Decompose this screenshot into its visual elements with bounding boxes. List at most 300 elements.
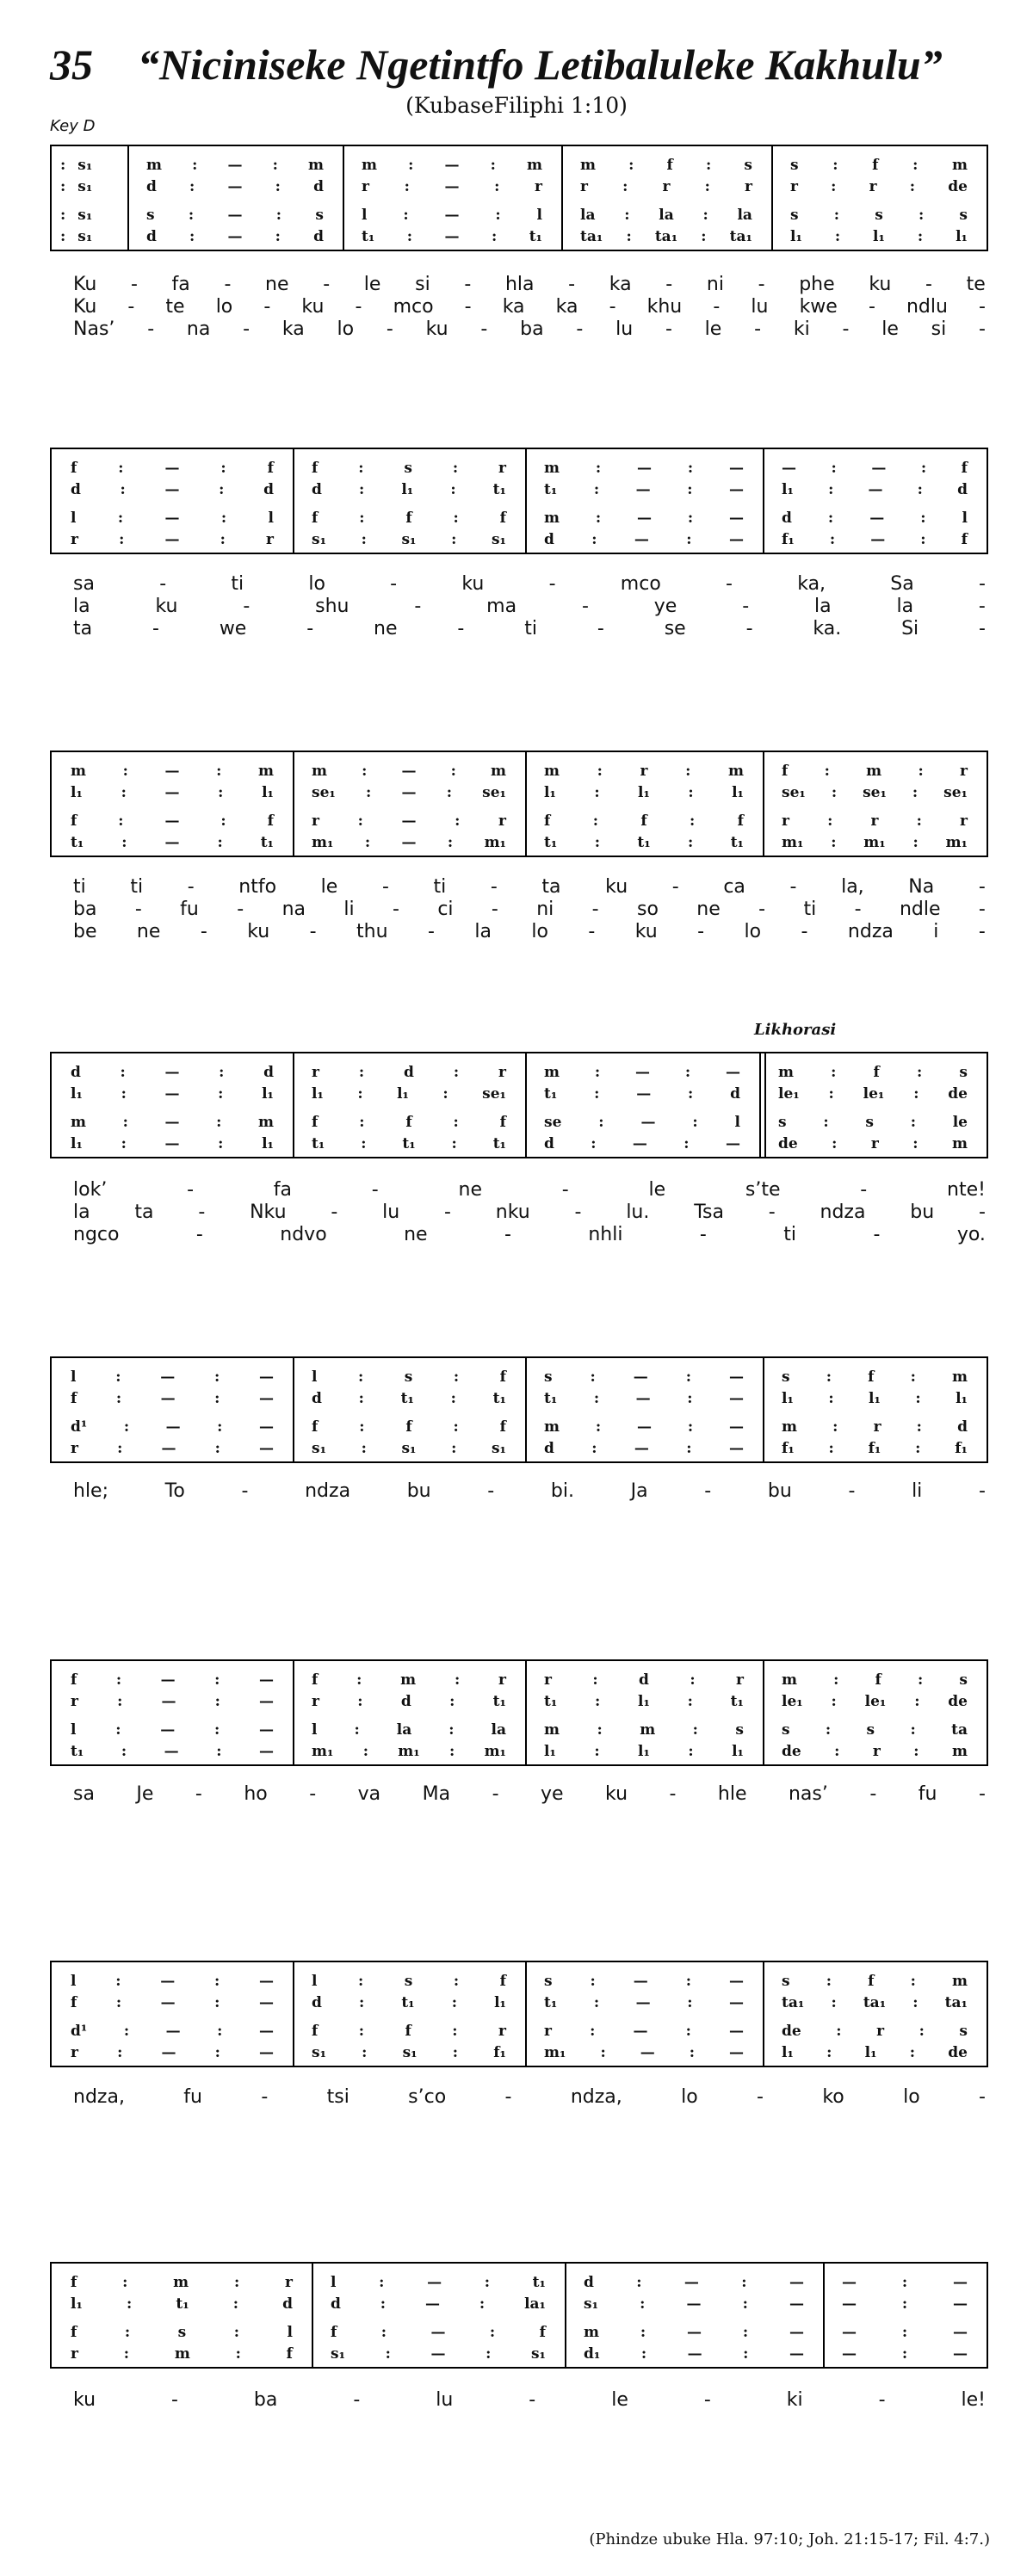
- lyric-syllable: -: [568, 274, 576, 295]
- solfa-note: f: [286, 2345, 293, 2363]
- solfa-note: f: [666, 157, 673, 174]
- solfa-note: :: [449, 1743, 455, 1760]
- solfa-part-row: [525, 834, 763, 851]
- solfa-note: :: [189, 178, 195, 195]
- solfa-note: :: [636, 2274, 642, 2291]
- lyric-syllable: sa: [73, 573, 95, 595]
- solfa-part-row: [293, 481, 525, 498]
- solfa-note: m: [544, 510, 560, 527]
- solfa-part-row: [763, 1368, 987, 1386]
- solfa-note: :: [453, 1418, 459, 1436]
- lyric-syllable: -: [868, 296, 875, 318]
- solfa-note: :: [495, 207, 501, 224]
- solfa-note: :: [356, 1671, 362, 1689]
- solfa-note: :: [901, 2324, 908, 2341]
- solfa-note: —: [227, 178, 243, 195]
- solfa-note: —: [160, 1368, 176, 1386]
- solfa-note: :: [115, 1973, 121, 1990]
- staff-system: [50, 1659, 988, 1766]
- solfa-note: —: [444, 178, 460, 195]
- lyric-syllable: To: [164, 1480, 185, 1502]
- solfa-note: —: [729, 481, 744, 498]
- solfa-note: —: [164, 481, 180, 498]
- solfa-note: :: [626, 228, 632, 245]
- solfa-note: —: [636, 1085, 652, 1103]
- solfa-note: :: [916, 1064, 923, 1081]
- bar-line: [293, 1961, 294, 2067]
- solfa-note: :: [831, 460, 837, 477]
- lyric-syllable: Nas’: [73, 318, 115, 340]
- lyric-syllable: Nku: [250, 1202, 287, 1223]
- solfa-note: s: [866, 1721, 875, 1739]
- solfa-note: —: [789, 2274, 804, 2291]
- lyric-syllable: bi.: [550, 1480, 574, 1502]
- lyric-syllable: -: [491, 899, 498, 920]
- solfa-part-row: [293, 1440, 525, 1457]
- solfa-note: se₁: [482, 784, 506, 801]
- lyric-syllable: si: [931, 318, 947, 340]
- solfa-note: :: [115, 1994, 122, 2011]
- solfa-note: r: [498, 460, 506, 477]
- measure: [763, 449, 987, 553]
- staff-system: [50, 1961, 988, 2067]
- solfa-note: —: [401, 763, 417, 780]
- lyric-syllable: -: [597, 618, 604, 639]
- solfa-note: :: [214, 1390, 220, 1407]
- solfa-note: s₁: [312, 531, 327, 548]
- lyric-syllable: bu: [767, 1480, 792, 1502]
- lyric-syllable: le: [881, 318, 899, 340]
- lyric-line: [73, 296, 986, 318]
- solfa-note: —: [258, 2044, 274, 2061]
- lyric-syllable: -: [978, 876, 986, 898]
- lyric-syllable: so: [637, 899, 659, 920]
- solfa-note: :: [640, 2345, 647, 2363]
- solfa-note: —: [444, 228, 460, 245]
- solfa-note: r: [498, 812, 506, 830]
- solfa-note: l₁: [782, 2044, 794, 2061]
- solfa-note: m: [362, 157, 377, 174]
- lyric-syllable: -: [548, 573, 556, 595]
- staff-system: [50, 1052, 988, 1158]
- solfa-note: :: [218, 784, 224, 801]
- solfa-note: —: [164, 1085, 180, 1103]
- solfa-note: —: [161, 1693, 176, 1710]
- solfa-note: se₁: [482, 1085, 506, 1103]
- lyric-syllable: te: [966, 274, 986, 295]
- solfa-note: r: [872, 1743, 881, 1760]
- solfa-note: s: [959, 2023, 968, 2040]
- solfa-note: :: [685, 2023, 691, 2040]
- solfa-part-row: [52, 834, 293, 851]
- solfa-note: s: [782, 1368, 790, 1386]
- solfa-note: :: [213, 1721, 220, 1739]
- solfa-note: :: [357, 1973, 364, 1990]
- solfa-note: de: [948, 1693, 968, 1710]
- solfa-note: :: [690, 1671, 696, 1689]
- solfa-note: :: [590, 1973, 596, 1990]
- lyric-syllable: -: [757, 2086, 764, 2108]
- lyric-syllable: ndza: [847, 921, 894, 942]
- measure: [293, 1661, 525, 1764]
- solfa-note: —: [164, 531, 180, 548]
- lyric-syllable: -: [979, 318, 986, 340]
- solfa-note: —: [729, 1418, 744, 1436]
- solfa-part-row: [293, 763, 525, 780]
- bar-line: [525, 1052, 527, 1158]
- solfa-note: —: [789, 2295, 804, 2313]
- lyric-syllable: ko: [822, 2086, 844, 2108]
- measure: [52, 752, 293, 856]
- solfa-note: —: [227, 228, 243, 245]
- lyric-syllable: na: [281, 899, 306, 920]
- solfa-note: :: [491, 228, 498, 245]
- lyric-syllable: bu: [910, 1202, 935, 1223]
- lyric-syllable: sa: [73, 1783, 95, 1805]
- lyric-syllable: ne: [696, 899, 721, 920]
- lyric-syllable: ka: [502, 296, 525, 318]
- solfa-note: l₁: [71, 2295, 83, 2313]
- lyric-syllable: lo: [337, 318, 355, 340]
- solfa-part-row: [293, 1368, 525, 1386]
- solfa-note: m: [71, 1114, 86, 1131]
- solfa-note: r: [71, 2044, 78, 2061]
- solfa-note: :: [120, 1064, 126, 1081]
- solfa-part-row: [293, 1671, 525, 1689]
- solfa-note: :: [275, 207, 282, 224]
- solfa-note: :: [917, 228, 924, 245]
- solfa-note: —: [635, 481, 651, 498]
- solfa-part-row: [525, 812, 763, 830]
- solfa-note: m: [782, 1671, 797, 1689]
- solfa-note: :: [833, 1671, 839, 1689]
- solfa-note: r: [544, 2023, 552, 2040]
- solfa-note: f: [499, 1368, 506, 1386]
- lyric-syllable: -: [979, 2086, 986, 2108]
- solfa-note: de: [948, 178, 968, 195]
- solfa-part-row: [525, 763, 763, 780]
- solfa-note: —: [635, 1994, 651, 2011]
- solfa-note: :: [913, 1743, 919, 1760]
- solfa-note: :: [598, 1114, 604, 1131]
- solfa-part-row: [293, 2023, 525, 2040]
- lyric-syllable: ngco: [73, 1224, 120, 1245]
- lyric-syllable: -: [704, 1480, 712, 1502]
- solfa-part-row: [565, 2324, 823, 2341]
- lyric-syllable: -: [152, 618, 159, 639]
- double-bar-line: [764, 1052, 766, 1158]
- solfa-note: s: [146, 207, 155, 224]
- lyric-syllable: -: [504, 1224, 511, 1245]
- lyric-syllable: we: [219, 618, 247, 639]
- solfa-note: :: [121, 1743, 127, 1760]
- solfa-note: —: [164, 763, 180, 780]
- solfa-note: :: [743, 2345, 749, 2363]
- solfa-note: m₁: [544, 2044, 566, 2061]
- solfa-note: de: [778, 1135, 798, 1152]
- solfa-note: —: [634, 531, 649, 548]
- solfa-note: t₁: [71, 1743, 84, 1760]
- solfa-note: se₁: [782, 784, 806, 801]
- solfa-part-row: [312, 2324, 565, 2341]
- solfa-note: —: [782, 460, 796, 477]
- measure: [127, 146, 343, 250]
- solfa-part-row: [52, 1085, 293, 1103]
- solfa-note: :: [909, 178, 916, 195]
- lyric-syllable: ni: [536, 899, 554, 920]
- solfa-note: d: [957, 481, 968, 498]
- solfa-note: :: [702, 207, 708, 224]
- measure: [525, 752, 763, 856]
- solfa-note: :: [115, 1721, 121, 1739]
- solfa-note: :: [628, 157, 634, 174]
- solfa-note: :: [592, 812, 598, 830]
- solfa-note: s₁: [401, 531, 417, 548]
- solfa-note: r: [71, 531, 78, 548]
- solfa-note: :: [832, 1418, 838, 1436]
- solfa-part-row: [525, 531, 763, 548]
- solfa-part-row: [293, 1721, 525, 1739]
- lyric-syllable: ba: [253, 2389, 278, 2411]
- solfa-note: :: [824, 763, 830, 780]
- lyric-syllable: lo: [744, 921, 762, 942]
- solfa-note: :: [912, 1994, 919, 2011]
- solfa-note: :: [450, 1390, 456, 1407]
- solfa-note: f: [405, 2023, 411, 2040]
- solfa-part-row: [823, 2324, 987, 2341]
- lyric-syllable: ka.: [813, 618, 842, 639]
- lyric-syllable: la,: [841, 876, 864, 898]
- lyric-syllable: -: [529, 2389, 536, 2411]
- lyric-syllable: te: [165, 296, 185, 318]
- solfa-note: :: [124, 2324, 131, 2341]
- solfa-note: s₁: [312, 1440, 327, 1457]
- solfa-part-row: [771, 228, 987, 245]
- solfa-note: —: [953, 2324, 968, 2341]
- solfa-note: :: [704, 178, 710, 195]
- solfa-note: s: [404, 1973, 413, 1990]
- solfa-note: d: [544, 531, 554, 548]
- solfa-note: :: [359, 1418, 365, 1436]
- solfa-note: :: [910, 1973, 916, 1990]
- lyric-syllable: -: [703, 2389, 711, 2411]
- solfa-note: —: [634, 1440, 649, 1457]
- lyric-syllable: lu: [382, 1202, 400, 1223]
- solfa-note: l₁: [956, 1390, 968, 1407]
- lyric-syllable: -: [925, 274, 932, 295]
- solfa-note: —: [164, 1743, 179, 1760]
- solfa-note: t₁: [400, 1390, 414, 1407]
- solfa-note: f: [71, 1671, 77, 1689]
- solfa-note: m: [544, 1721, 560, 1739]
- lyric-syllable: ndza: [305, 1480, 351, 1502]
- solfa-note: :: [687, 1994, 693, 2011]
- solfa-part-row: [823, 2295, 987, 2313]
- lyric-syllable: ti: [803, 899, 817, 920]
- lyric-syllable: ne: [404, 1224, 428, 1245]
- solfa-note: f: [539, 2324, 546, 2341]
- solfa-note: m: [544, 1418, 560, 1436]
- solfa-note: m: [312, 763, 327, 780]
- solfa-note: t₁: [532, 2274, 546, 2291]
- solfa-note: s: [544, 1368, 553, 1386]
- lyric-syllable: lok’: [73, 1179, 108, 1201]
- solfa-note: f: [312, 510, 319, 527]
- solfa-part-row: [561, 207, 771, 224]
- solfa-note: :: [833, 207, 840, 224]
- lyric-syllable: Tsa: [694, 1202, 724, 1223]
- solfa-note: —: [164, 784, 180, 801]
- solfa-note: s: [790, 207, 799, 224]
- solfa-note: r: [312, 812, 319, 830]
- measure: [52, 1358, 293, 1461]
- solfa-note: f: [961, 531, 968, 548]
- solfa-note: d: [71, 481, 81, 498]
- solfa-note: :: [901, 2295, 908, 2313]
- solfa-part-row: [52, 1368, 293, 1386]
- solfa-note: d: [312, 1390, 322, 1407]
- solfa-note: t₁: [492, 1135, 506, 1152]
- solfa-note: r: [71, 1440, 78, 1457]
- solfa-part-row: [525, 1114, 759, 1131]
- lyric-syllable: -: [464, 296, 472, 318]
- solfa-note: —: [640, 1114, 656, 1131]
- solfa-note: de: [948, 2044, 968, 2061]
- solfa-note: f: [71, 1994, 77, 2011]
- lyric-syllable: ba: [520, 318, 544, 340]
- solfa-note: :: [450, 481, 456, 498]
- lyric-syllable: ku: [461, 573, 485, 595]
- solfa-note: :: [919, 2023, 925, 2040]
- solfa-note: :: [741, 2274, 747, 2291]
- lyric-syllable: -: [609, 296, 616, 318]
- measure: [52, 449, 293, 553]
- solfa-note: :: [912, 784, 919, 801]
- bar-line: [525, 448, 527, 554]
- solfa-note: ta₁: [654, 228, 678, 245]
- solfa-note: t₁: [492, 481, 506, 498]
- lyric-syllable: le: [648, 1179, 666, 1201]
- lyric-syllable: ku: [155, 596, 178, 617]
- lyric-syllable: li: [912, 1480, 923, 1502]
- solfa-note: —: [259, 1743, 274, 1760]
- solfa-note: :: [917, 1671, 924, 1689]
- solfa-note: :: [361, 1440, 367, 1457]
- solfa-note: m₁: [312, 834, 334, 851]
- solfa-note: :: [687, 1085, 694, 1103]
- solfa-note: :: [446, 784, 452, 801]
- solfa-note: f: [71, 460, 77, 477]
- lyric-syllable: -: [742, 596, 750, 617]
- solfa-note: r: [71, 2345, 78, 2363]
- solfa-note: l: [734, 1114, 740, 1131]
- solfa-note: f: [872, 157, 879, 174]
- solfa-note: —: [953, 2274, 968, 2291]
- solfa-note: :: [597, 1721, 603, 1739]
- solfa-note: t₁: [544, 1994, 558, 2011]
- solfa-note: —: [633, 2023, 648, 2040]
- solfa-note: —: [164, 460, 180, 477]
- staff-system: [50, 1356, 988, 1463]
- solfa-note: —: [161, 2044, 176, 2061]
- lyric-syllable: ti: [130, 876, 144, 898]
- lyric-syllable: ka,: [797, 573, 826, 595]
- solfa-part-row: [525, 1440, 763, 1457]
- solfa-note: :: [447, 834, 454, 851]
- solfa-note: —: [227, 207, 243, 224]
- solfa-note: —: [430, 2345, 446, 2363]
- bar-line: [293, 1659, 294, 1766]
- lyric-syllable: -: [878, 2389, 886, 2411]
- solfa-note: —: [729, 510, 744, 527]
- solfa-note: :: [686, 1440, 692, 1457]
- solfa-note: :: [910, 1721, 916, 1739]
- lyric-syllable: -: [979, 618, 986, 639]
- lyric-syllable: mco: [393, 296, 434, 318]
- solfa-part-row: [52, 1693, 293, 1710]
- solfa-note: :: [60, 157, 66, 174]
- lyric-syllable: -: [869, 1783, 877, 1805]
- solfa-note: :: [453, 510, 459, 527]
- solfa-note: f: [405, 1114, 412, 1131]
- solfa-note: r: [312, 1064, 319, 1081]
- bar-line: [763, 1659, 764, 1766]
- lyric-syllable: khu: [646, 296, 683, 318]
- solfa-note: :: [60, 178, 66, 195]
- solfa-part-row: [763, 2023, 987, 2040]
- solfa-note: ta₁: [863, 1994, 887, 2011]
- solfa-part-row: [293, 1390, 525, 1407]
- solfa-note: t₁: [544, 1693, 558, 1710]
- solfa-note: r: [535, 178, 542, 195]
- solfa-note: :: [220, 531, 226, 548]
- solfa-part-row: [127, 178, 343, 195]
- solfa-note: :: [115, 1390, 122, 1407]
- lyric-syllable: se: [664, 618, 686, 639]
- lyric-syllable: lo: [903, 2086, 920, 2108]
- solfa-note: f: [312, 460, 319, 477]
- solfa-note: —: [165, 2023, 181, 2040]
- solfa-note: l₁: [312, 1085, 324, 1103]
- solfa-note: m₁: [863, 834, 886, 851]
- lyric-syllable: ka: [555, 296, 578, 318]
- solfa-note: :: [362, 2044, 368, 2061]
- lyric-syllable: -: [386, 318, 393, 340]
- solfa-note: —: [842, 2274, 857, 2291]
- solfa-note: —: [258, 1721, 274, 1739]
- solfa-note: —: [637, 510, 652, 527]
- lyric-syllable: Si: [901, 618, 919, 639]
- measure: [52, 146, 127, 250]
- solfa-note: :: [214, 1693, 220, 1710]
- solfa-note: m: [584, 2324, 599, 2341]
- solfa-note: f: [875, 1671, 881, 1689]
- lyric-syllable: -: [561, 1179, 569, 1201]
- lyric-syllable: -: [147, 318, 155, 340]
- solfa-part-row: [52, 812, 293, 830]
- solfa-note: :: [121, 1085, 127, 1103]
- solfa-part-row: [525, 1390, 763, 1407]
- solfa-part-row: [763, 812, 987, 830]
- solfa-note: :: [217, 2023, 223, 2040]
- solfa-note: —: [729, 1390, 744, 1407]
- lyric-syllable: ti: [433, 876, 447, 898]
- solfa-note: la: [659, 207, 674, 224]
- solfa-note: :: [357, 1085, 363, 1103]
- solfa-note: :: [486, 2345, 492, 2363]
- solfa-note: :: [451, 531, 457, 548]
- lyric-syllable: ti: [524, 618, 537, 639]
